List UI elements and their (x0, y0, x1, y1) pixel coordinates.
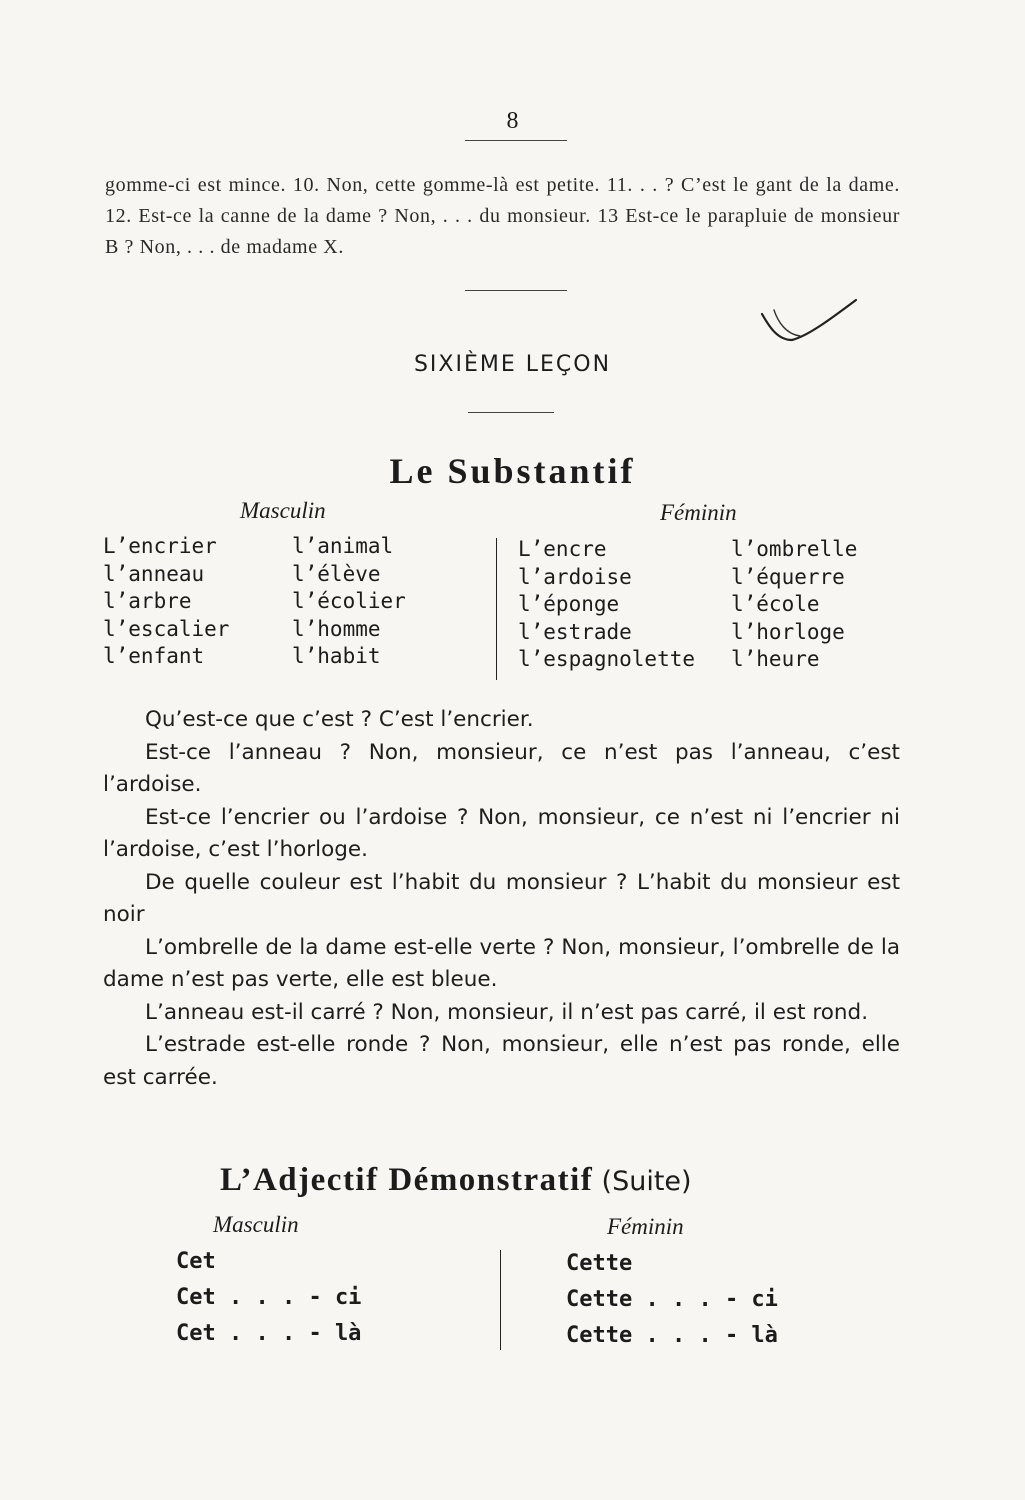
feminin-label: Féminin (660, 500, 737, 525)
page-number: 8 (506, 108, 519, 134)
list-item: l’habit (292, 644, 381, 668)
list-item: l’homme (292, 616, 381, 641)
divider-top (465, 140, 567, 141)
list-item: l’espagnolette (518, 647, 696, 671)
list-item: Cette . . . - là (566, 1323, 778, 1348)
dialogue-block (103, 704, 900, 1094)
list-item: l’arbre (103, 589, 192, 613)
masculin-label: Masculin (240, 498, 326, 523)
demonstratif-feminin-label: Féminin (607, 1214, 684, 1239)
dialogue-line: L’estrade est-elle ronde ? Non, monsieur, elle n’est pas ronde, elle est carrée. (103, 1032, 900, 1090)
list-item: l’anneau (103, 561, 205, 586)
masculin-column-1 (103, 533, 229, 671)
divider-mid (465, 290, 567, 291)
demonstratif-feminin-list (566, 1246, 778, 1354)
section-title-substantif: Le Substantif (389, 451, 636, 491)
list-item: l’ardoise (518, 564, 632, 589)
column-divider (496, 538, 497, 680)
demonstratif-masculin-list (176, 1244, 361, 1352)
list-item: Cette (566, 1251, 633, 1276)
dialogue-line: Qu’est-ce que c’est ? C’est l’encrier. (145, 707, 534, 732)
divider-lesson (468, 412, 554, 413)
feminin-column-2 (731, 536, 857, 674)
list-item: l’éponge (518, 592, 620, 616)
list-item: Cet . . . - là (176, 1321, 362, 1346)
demonstratif-suffix: (Suite) (601, 1166, 692, 1197)
dialogue-line: Est-ce l’anneau ? Non, monsieur, ce n’est pas l’anneau, c’est l’ardoise. (103, 739, 900, 797)
feminin-column-1 (518, 536, 695, 674)
list-item: l’escalier (103, 616, 230, 641)
check-mark-icon (760, 296, 860, 346)
list-item: l’école (731, 592, 820, 616)
list-item: l’enfant (103, 644, 205, 668)
section-title-demonstratif (220, 1162, 692, 1199)
list-item: l’horloge (731, 619, 845, 644)
list-item: l’équerre (731, 564, 845, 589)
lesson-title: SIXIÈME LEÇON (413, 352, 612, 377)
dialogue-line: De quelle couleur est l’habit du monsieur ? L’habit du monsieur est noir (103, 869, 900, 927)
list-item: l’animal (292, 534, 394, 558)
list-item: Cet . . . - ci (176, 1285, 362, 1310)
list-item: l’écolier (292, 589, 406, 613)
demonstratif-masculin-label: Masculin (213, 1212, 299, 1237)
column-divider-2 (500, 1250, 501, 1350)
exercise-paragraph: gomme-ci est mince. 10. Non, cette gomme-là est petite. 11. . . ? C’est le gant de la dame. 12. Est-ce la canne de la dame ? Non, . . . du monsieur. 13 Est-ce le parapluie de monsieur B ? Non, . . . de madame X. (105, 174, 900, 258)
list-item: L’encre (518, 537, 607, 561)
dialogue-line: L’anneau est-il carré ? Non, monsieur, il n’est pas carré, il est rond. (145, 999, 869, 1025)
dialogue-line: Est-ce l’encrier ou l’ardoise ? Non, monsieur, ce n’est ni l’encrier ni l’ardoise, c’est l’horloge. (103, 804, 900, 862)
list-item: L’encrier (103, 534, 217, 558)
demonstratif-title: L’Adjectif Démonstratif (220, 1162, 594, 1198)
list-item: Cette . . . - ci (566, 1287, 778, 1312)
masculin-column-2 (292, 533, 406, 671)
list-item: l’élève (292, 561, 381, 586)
list-item: Cet (176, 1249, 216, 1274)
list-item: l’ombrelle (731, 537, 858, 561)
list-item: l’estrade (518, 619, 632, 644)
list-item: l’heure (731, 647, 820, 671)
dialogue-line: L’ombrelle de la dame est-elle verte ? Non, monsieur, l’ombrelle de la dame n’est pas verte, elle est bleue. (103, 934, 900, 992)
